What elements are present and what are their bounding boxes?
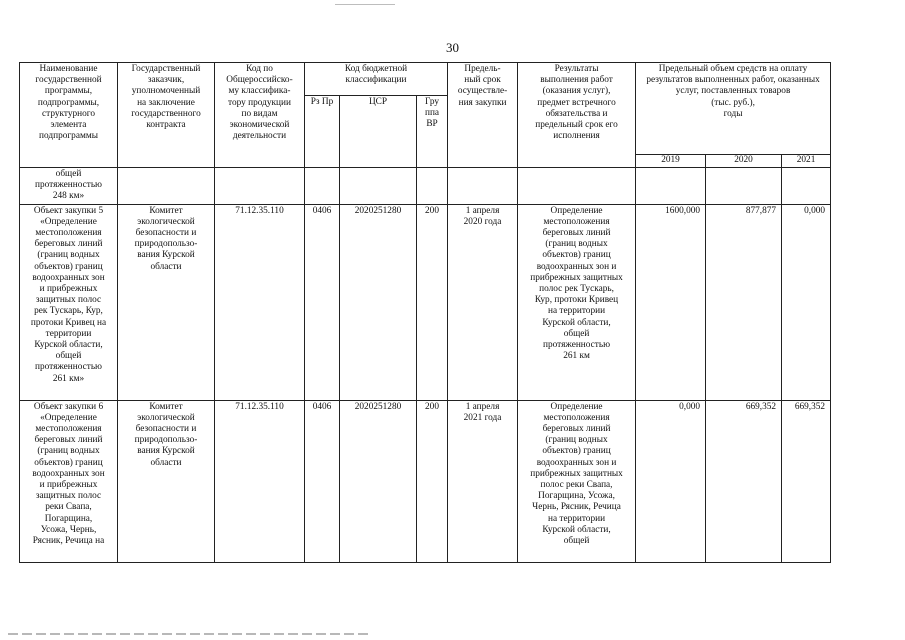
- header-csr: ЦСР: [340, 96, 417, 168]
- cell-amount-2020: [706, 168, 782, 205]
- header-row-1: [20, 63, 831, 96]
- header-results: Результаты выполнения работ (оказания услуг), предмет встречного обязательства и предельный срок его исполнения: [518, 63, 636, 168]
- table-row: [20, 204, 831, 400]
- header-program: Наименование государственной программы, подпрограммы, структурного элемента подпрограммы: [20, 63, 118, 168]
- cell-amount-2021: 0,000: [782, 204, 831, 400]
- cell-deadline: 1 апреля 2021 года: [448, 400, 518, 562]
- cell-program-name: общей протяженностью 248 км»: [20, 168, 118, 205]
- cell-amount-2020: 877,877: [706, 204, 782, 400]
- cell-vr: [417, 168, 448, 205]
- cell-amount-2021: [782, 168, 831, 205]
- cell-rzpr: 0406: [305, 400, 340, 562]
- cell-rzpr: 0406: [305, 204, 340, 400]
- year-2019: 2019: [636, 155, 706, 168]
- cell-result: [518, 168, 636, 205]
- cell-csr: 2020251280: [340, 400, 417, 562]
- cell-amount-2019: 0,000: [636, 400, 706, 562]
- cell-program-name: Объект закупки 5 «Определение местоположения береговых линий (границ водных объектов) границ водоохранных зон и прибрежных защитных полос рек Тускарь, Кур, протоки Кривец на территории Курской области, общей протяженностью 261 км»: [20, 204, 118, 400]
- cell-result: Определение местоположения береговых линий (границ водных объектов) границ водоохранных зон и прибрежных защитных полос рек Тускарь, Кур, протоки Кривец на территории Курской области, общей протяженностью 261 км: [518, 204, 636, 400]
- header-amount: Предельный объем средств на оплату результатов выполненных работ, оказанных услуг, поставленных товаров (тыс. руб.), годы: [636, 63, 831, 155]
- year-2020: 2020: [706, 155, 782, 168]
- procurement-table: [19, 62, 831, 563]
- cell-okpd: [215, 168, 305, 205]
- header-customer: Государственный заказчик, уполномоченный на заключение государственного контракта: [118, 63, 215, 168]
- header-okpd: Код по Общероссийско- му классифика- тору продукции по видам экономической деятельности: [215, 63, 305, 168]
- cell-csr: [340, 168, 417, 205]
- cell-amount-2019: [636, 168, 706, 205]
- cell-deadline: 1 апреля 2020 года: [448, 204, 518, 400]
- cell-vr: 200: [417, 204, 448, 400]
- cell-customer: Комитет экологической безопасности и природопользо- вания Курской области: [118, 400, 215, 562]
- header-rzpr: Рз Пр: [305, 96, 340, 168]
- scan-artifact-bottom: [8, 633, 368, 635]
- header-budget-code: Код бюджетной классификации: [305, 63, 448, 96]
- cell-customer: Комитет экологической безопасности и природопользо- вания Курской области: [118, 204, 215, 400]
- header-vr: Гру ппа ВР: [417, 96, 448, 168]
- cell-customer: [118, 168, 215, 205]
- cell-rzpr: [305, 168, 340, 205]
- cell-deadline: [448, 168, 518, 205]
- scan-artifact-top: [335, 4, 395, 5]
- cell-vr: 200: [417, 400, 448, 562]
- cell-program-name: Объект закупки 6 «Определение местоположения береговых линий (границ водных объектов) границ водоохранных зон и прибрежных защитных полос реки Свапа, Погарщина, Усожа, Чернь, Рясник, Речица на: [20, 400, 118, 562]
- cell-csr: 2020251280: [340, 204, 417, 400]
- year-2021: 2021: [782, 155, 831, 168]
- cell-okpd: 71.12.35.110: [215, 204, 305, 400]
- table-row: [20, 168, 831, 205]
- cell-amount-2020: 669,352: [706, 400, 782, 562]
- cell-okpd: 71.12.35.110: [215, 400, 305, 562]
- header-deadline: Предель- ный срок осуществле- ния закупки: [448, 63, 518, 168]
- page-number: 30: [446, 40, 459, 55]
- cell-amount-2021: 669,352: [782, 400, 831, 562]
- table-row: [20, 400, 831, 562]
- cell-amount-2019: 1600,000: [636, 204, 706, 400]
- cell-result: Определение местоположения береговых линий (границ водных объектов) границ водоохранных зон и прибрежных защитных полос реки Свапа, Погарщина, Усожа, Чернь, Рясник, Речица на территории Курской области, общей: [518, 400, 636, 562]
